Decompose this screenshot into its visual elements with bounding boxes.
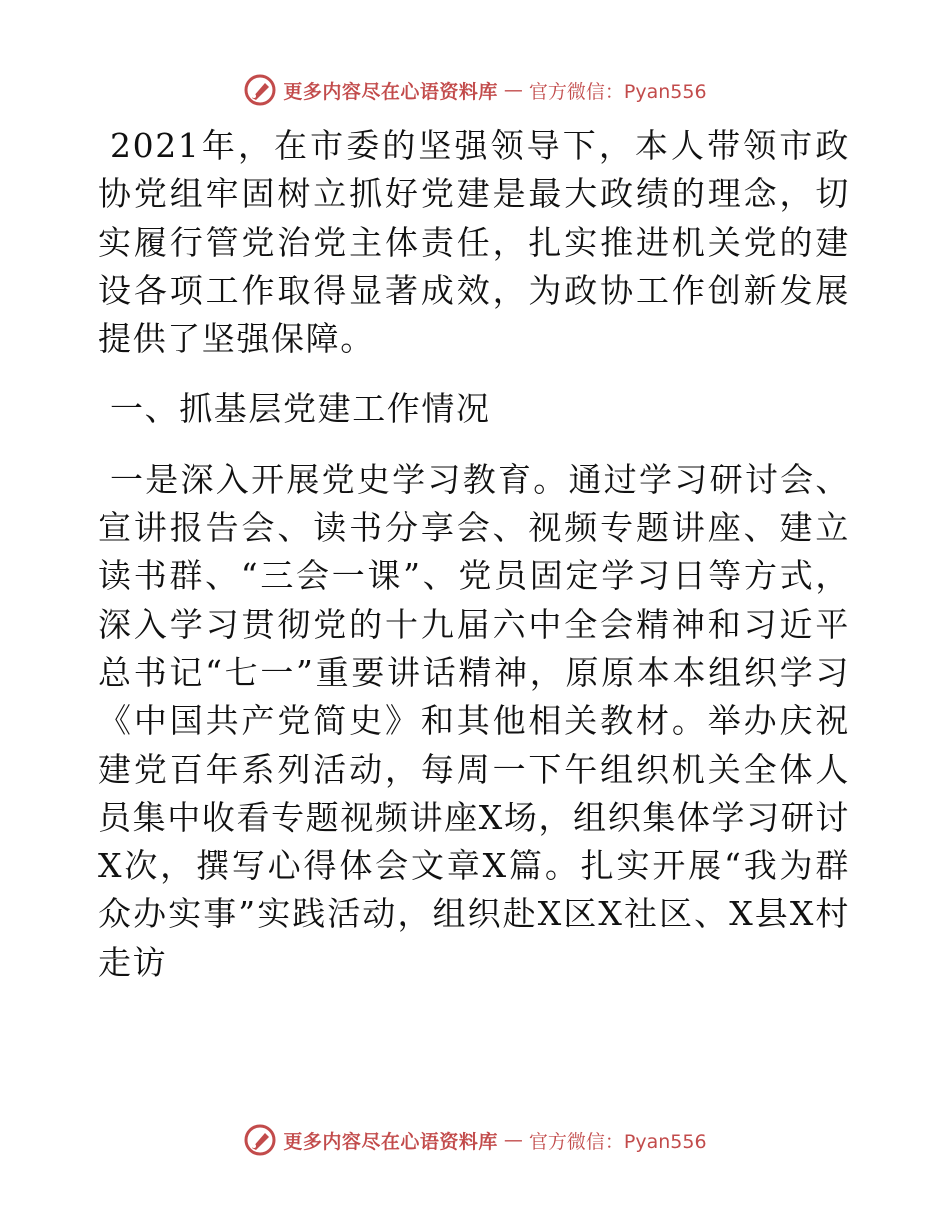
document-body [98,122,850,987]
footer-banner [0,1122,950,1158]
banner-contact-text: 官方微信：Pyan556 [528,80,707,103]
banner-separator: — [503,1129,523,1151]
paragraph-intro: 2021年，在市委的坚强领导下，本人带领市政协党组牢固树立抓好党建是最大政绩的理念，切实履行管党治党主体责任，扎实推进机关党的建设各项工作取得显著成效，为政协工作创新发展提供了坚强保障。 [98,126,850,359]
banner-separator: — [503,79,523,101]
section-heading: 一、抓基层党建工作情况 [110,389,491,429]
paragraph-party-history: 一是深入开展党史学习教育。通过学习研讨会、宣讲报告会、读书分享会、视频专题讲座、建立读书群、“三会一课”、党员固定学习日等方式，深入学习贯彻党的十九届六中全会精神和习近平总书记“七一”重要讲话精神，原原本本组织学习《中国共产党简史》和其他相关教材。举办庆祝建党百年系列活动，每周一下午组织机关全体人员集中收看专题视频讲座X场，组织集体学习研讨X次，撰写心得体会文章X篇。扎实开展“我为群众办实事”实践活动，组织赴X区X社区、X县X村走访 [98,459,850,982]
pen-nib-logo-icon [243,1123,277,1157]
header-banner [0,72,950,108]
banner-brand-text: 更多内容尽在心语资料库 [283,1130,498,1153]
banner-brand-text: 更多内容尽在心语资料库 [283,80,498,103]
banner-contact-text: 官方微信：Pyan556 [528,1130,707,1153]
pen-nib-logo-icon [243,73,277,107]
